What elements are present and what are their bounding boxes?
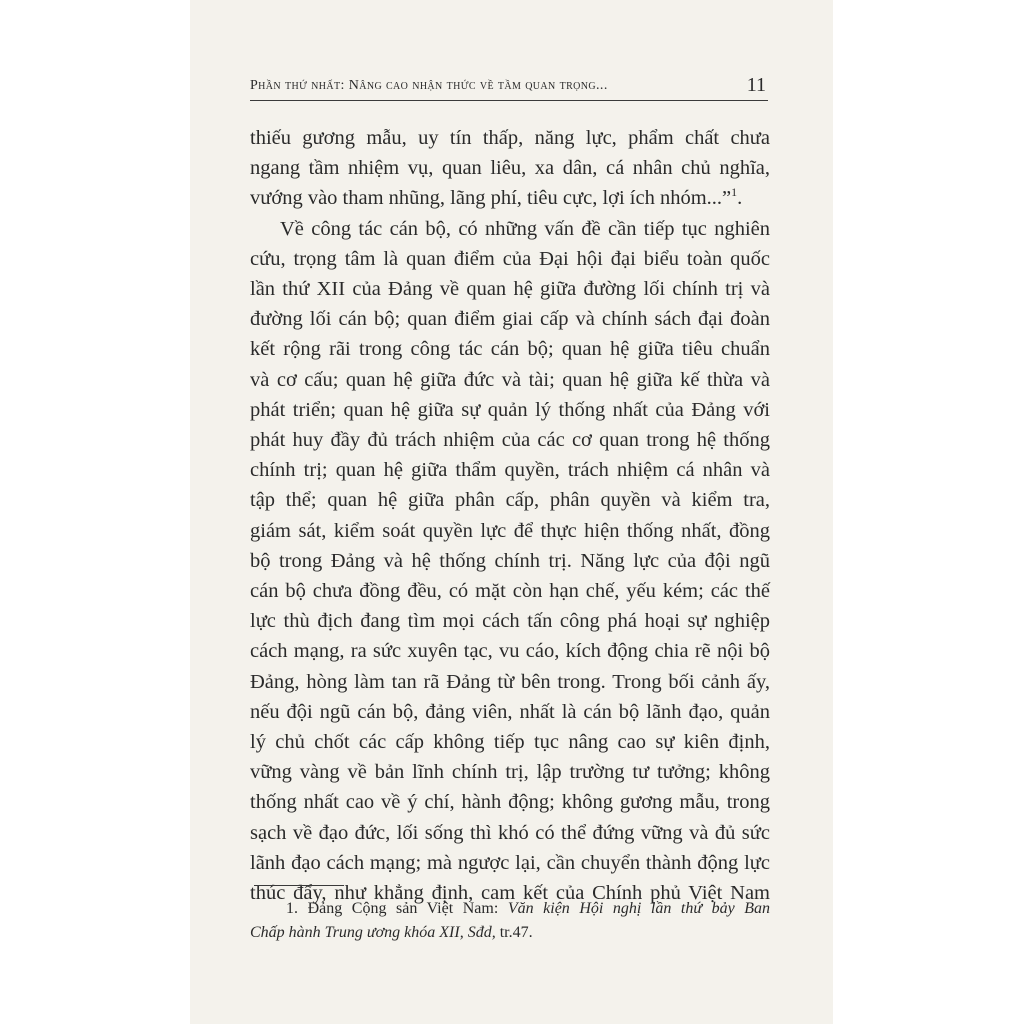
- text-line: cách mạng, ra sức xuyên tạc, vu cáo, kích động chia rẽ nội bộ: [250, 640, 770, 663]
- footnote-title: Văn kiện Hội nghị lần thứ bảy Ban: [507, 900, 771, 917]
- text-line: cán bộ chưa đồng đều, có mặt còn hạn chế, yếu kém; các thế: [250, 580, 770, 603]
- footnote-title-cont: Chấp hành Trung ương khóa XII, Sđd,: [250, 924, 496, 941]
- text-line: nếu đội ngũ cán bộ, đảng viên, nhất là cán bộ lãnh đạo, quản: [250, 700, 770, 723]
- text-line: sạch về đạo đức, lối sống thì khó có thể đứng vững và đủ sức: [250, 821, 770, 844]
- text-line: lãnh đạo cách mạng; mà ngược lại, cần chuyển thành động lực: [250, 851, 770, 874]
- footnote-line: [250, 921, 770, 945]
- text-line: thúc đẩy, như khẳng định, cam kết của Chính phủ Việt Nam: [250, 882, 770, 905]
- text-line: thống nhất cao về ý chí, hành động; không gương mẫu, trong: [250, 791, 770, 814]
- text-line: tập thể; quan hệ giữa phân cấp, phân quyền và kiểm tra,: [250, 489, 770, 512]
- line-end-punctuation: .: [737, 187, 743, 210]
- footnote-author: Đảng Cộng sản Việt Nam:: [307, 900, 499, 917]
- text-line: [250, 183, 770, 213]
- footnote-marker: 1: [731, 185, 738, 200]
- footnote-line: [250, 897, 770, 921]
- footnote-divider: [254, 885, 344, 886]
- text-line: lực thù địch đang tìm mọi cách tấn công phá hoại sự nghiệp: [250, 610, 770, 633]
- footnote: [250, 897, 770, 945]
- body-text: [250, 123, 770, 908]
- footnote-number: 1.: [286, 900, 298, 917]
- text-line: giám sát, kiểm soát quyền lực để thực hiện thống nhất, đồng: [250, 519, 770, 542]
- text-line: thiếu gương mẫu, uy tín thấp, năng lực, phẩm chất chưa: [250, 127, 770, 149]
- running-title: Phần thứ nhất: Nâng cao nhận thức về tầm quan trọng...: [250, 78, 608, 93]
- text-line: phát triển; quan hệ giữa sự quản lý thống nhất của Đảng với: [250, 398, 770, 421]
- text-line: bộ trong Đảng và hệ thống chính trị. Năng lực của đội ngũ: [250, 549, 770, 572]
- book-page: [190, 0, 833, 1024]
- paragraph-first-line: Về công tác cán bộ, có những vấn đề cần tiếp tục nghiên: [280, 217, 770, 240]
- footnote-page-ref: tr.47.: [499, 924, 533, 941]
- text-line: lý chủ chốt các cấp không tiếp tục nâng cao sự kiên định,: [250, 731, 770, 754]
- text-line: và cơ cấu; quan hệ giữa đức và tài; quan hệ giữa kế thừa và: [250, 368, 770, 391]
- text-line-content: vướng vào tham nhũng, lãng phí, tiêu cực, lợi ích nhóm...”: [250, 187, 732, 210]
- text-line: cứu, trọng tâm là quan điểm của Đại hội đại biểu toàn quốc: [250, 247, 770, 270]
- text-line: vững vàng về bản lĩnh chính trị, lập trường tư tưởng; không: [250, 761, 770, 784]
- text-line: đường lối cán bộ; quan điểm giai cấp và chính sách đại đoàn: [250, 308, 770, 331]
- text-line: Đảng, hòng làm tan rã Đảng từ bên trong. Trong bối cảnh ấy,: [250, 670, 770, 693]
- text-line: kết rộng rãi trong công tác cán bộ; quan hệ giữa tiêu chuẩn: [250, 338, 770, 361]
- running-header: [250, 74, 768, 101]
- text-line: phát huy đầy đủ trách nhiệm của các cơ quan trong hệ thống: [250, 429, 770, 452]
- text-line: ngang tầm nhiệm vụ, quan liêu, xa dân, cá nhân chủ nghĩa,: [250, 157, 770, 180]
- text-line: chính trị; quan hệ giữa thẩm quyền, trách nhiệm cá nhân và: [250, 459, 770, 482]
- text-line: lần thứ XII của Đảng về quan hệ giữa đường lối chính trị và: [250, 278, 770, 301]
- page-number: 11: [746, 74, 766, 96]
